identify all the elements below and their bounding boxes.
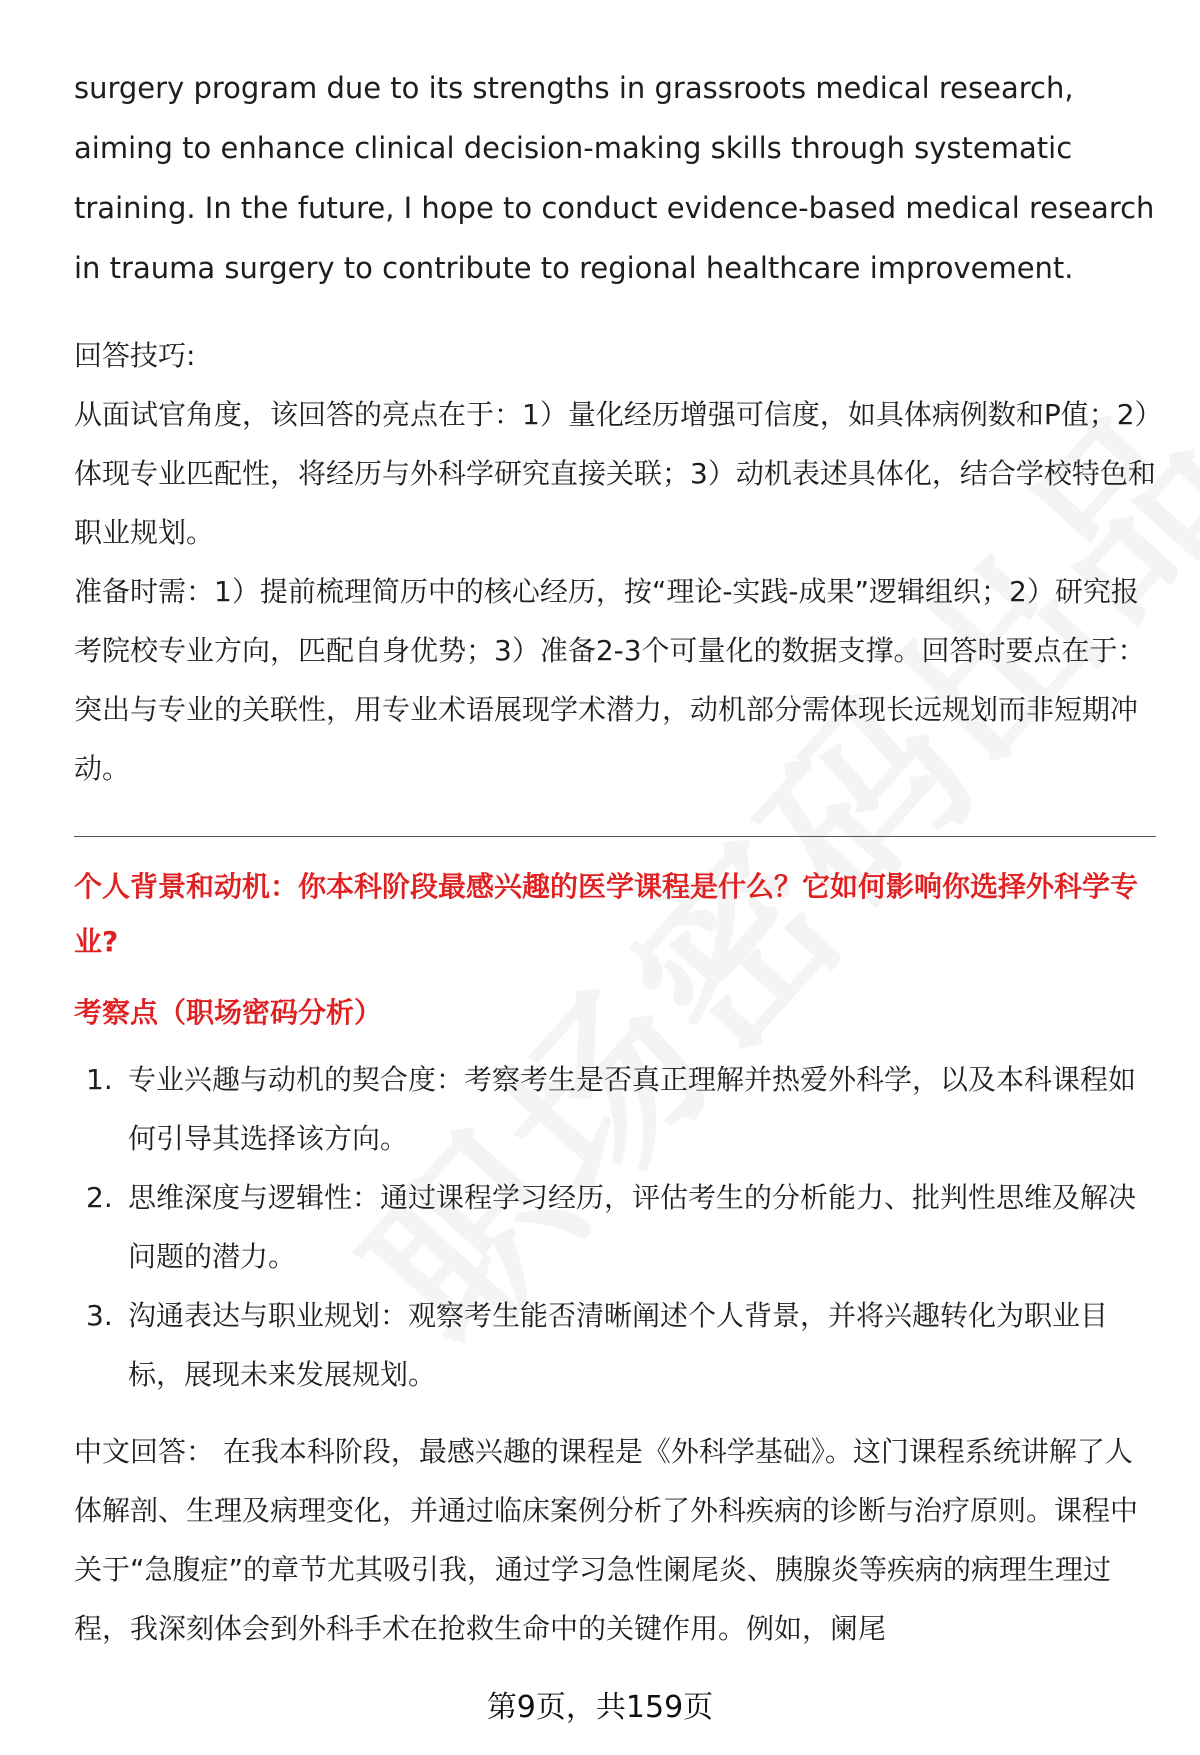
list-item — [74, 1286, 1156, 1404]
intro-paragraph: surgery program due to its strengths in grassroots medical research, aiming to enhance clinical decision-making skills through systematic training. In the future, I hope to conduct evidence-based medical research in trauma surgery to contribute to regional healthcare improvement. — [74, 71, 1155, 285]
list-item — [74, 1050, 1156, 1168]
list-number: 2. — [86, 1181, 113, 1214]
points-list — [74, 1050, 1156, 1404]
list-number: 1. — [86, 1063, 113, 1096]
points-title: 考察点（职场密码分析） — [74, 996, 383, 1029]
document-page — [74, 58, 1156, 1658]
answer-paragraph — [74, 1422, 1156, 1658]
list-number: 3. — [86, 1299, 113, 1332]
list-item-text: 专业兴趣与动机的契合度：考察考生是否真正理解并热爱外科学，以及本科课程如何引导其选择该方向。 — [128, 1063, 1137, 1155]
question-title: 个人背景和动机：你本科阶段最感兴趣的医学课程是什么？它如何影响你选择外科学专业? — [74, 870, 1139, 958]
section-divider — [74, 836, 1156, 837]
tips-label: 回答技巧: — [74, 339, 196, 372]
list-item-text: 思维深度与逻辑性：通过课程学习经历，评估考生的分析能力、批判性思维及解决问题的潜力。 — [128, 1181, 1137, 1273]
list-item-text: 沟通表达与职业规划：观察考生能否清晰阐述个人背景，并将兴趣转化为职业目标，展现未来发展规划。 — [128, 1299, 1109, 1391]
tips-highlight-text: 从面试官角度，该回答的亮点在于：1）量化经历增强可信度，如具体病例数和P值；2）体现专业匹配性，将经历与外科学研究直接关联；3）动机表述具体化，结合学校特色和职业规划。 — [74, 398, 1156, 549]
answer-label: 中文回答： — [74, 1435, 215, 1468]
list-item — [74, 1168, 1156, 1286]
answer-text: 在我本科阶段，最感兴趣的课程是《外科学基础》。这门课程系统讲解了人体解剖、生理及病理变化，并通过临床案例分析了外科疾病的诊断与治疗原则。课程中关于“急腹症”的章节尤其吸引我，通过学习急性阑尾炎、胰腺炎等疾病的病理生理过程，我深刻体会到外科手术在抢救生命中的关键作用。例如，阑尾 — [74, 1435, 1139, 1645]
page-footer: 第9页，共159页 — [486, 1690, 714, 1725]
tips-preparation-text: 准备时需：1）提前梳理简历中的核心经历，按“理论-实践-成果”逻辑组织；2）研究报考院校专业方向，匹配自身优势；3）准备2-3个可量化的数据支撑。回答时要点在于：突出与专业的关联性，用专业术语展现学术潜力，动机部分需体现长远规划而非短期冲动。 — [74, 575, 1146, 785]
